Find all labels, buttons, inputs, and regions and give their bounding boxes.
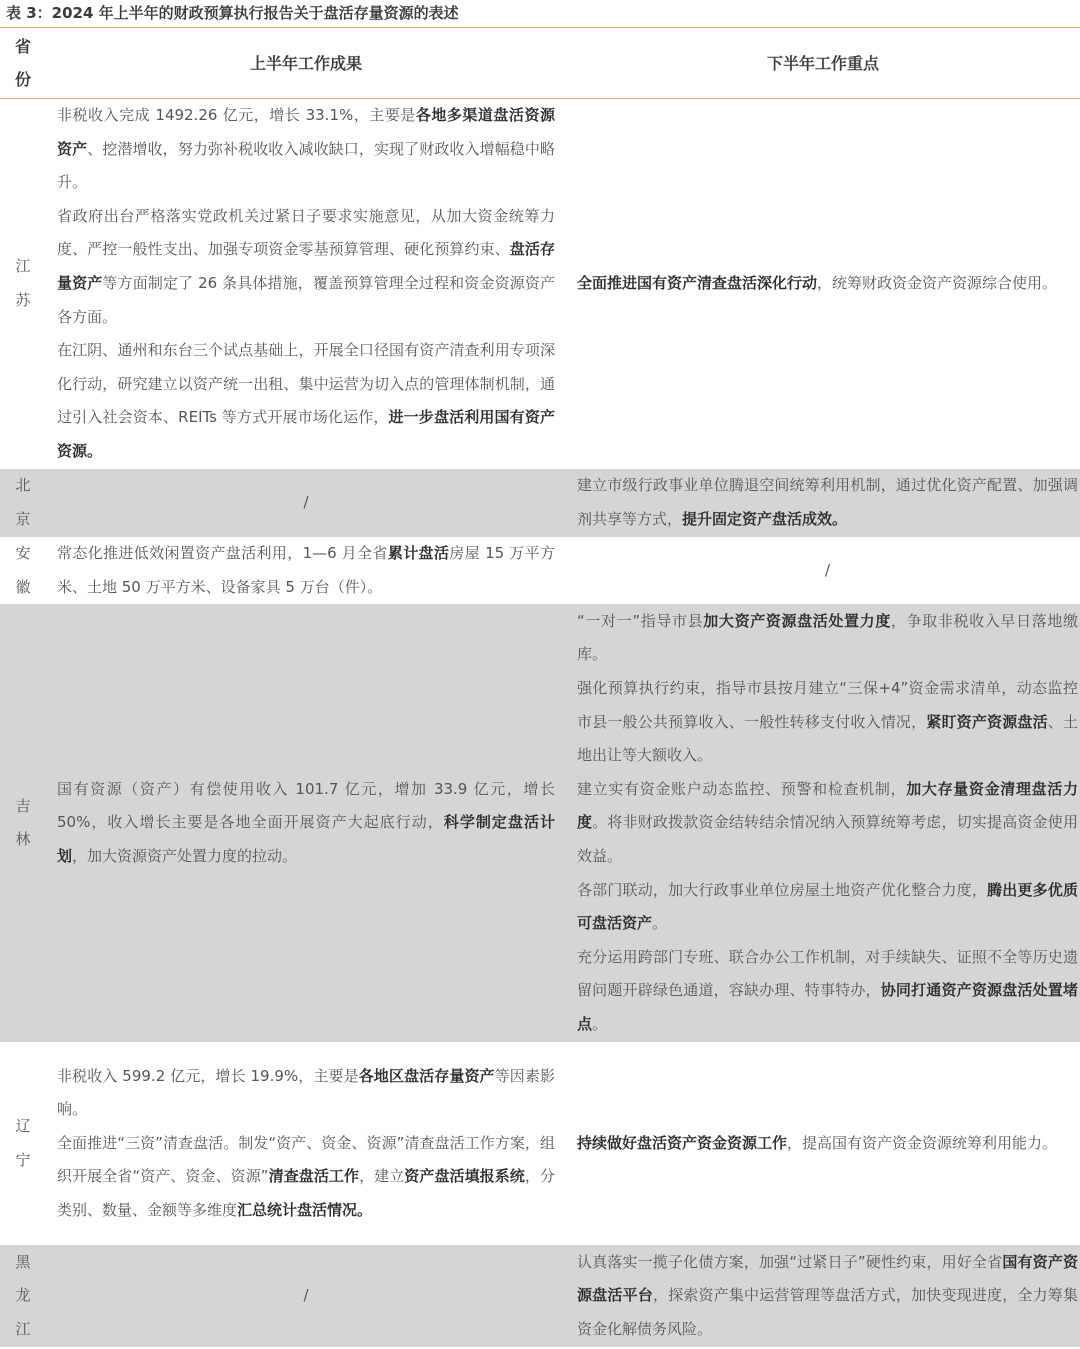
text: ，争取非税收入早日落地缴库。 (577, 611, 1078, 664)
province-cell: 吉 林 (0, 604, 46, 1042)
paragraph (577, 605, 1078, 672)
budget-table (0, 28, 1080, 1347)
text: 全面推进“三资”清查盘活。制发“资产、资金、资源”清查盘活工作方案，组织开展全省“资产、资金、资源” (57, 1133, 555, 1186)
paragraph (57, 1060, 555, 1127)
paragraph (577, 1246, 1078, 1347)
bold-text: 累计盘活 (387, 544, 450, 562)
bold-text: 汇总统计盘活情况。 (237, 1201, 373, 1220)
first-half-cell (46, 98, 566, 469)
table-row (0, 98, 1080, 469)
bold-text: 国有资产资源盘活平台 (577, 1252, 1078, 1305)
text: 建立市级行政事业单位腾退空间统筹利用机制，通过优化资产配置、加强调剂共享等方式， (577, 476, 1078, 528)
text: ，加大资源资产处置力度的拉动。 (72, 846, 298, 865)
bold-text: 加大资产资源盘活处置力度 (703, 611, 891, 630)
paragraph (57, 200, 555, 334)
table-row (0, 537, 1080, 604)
province-cell: 黑 龙 江 (0, 1245, 46, 1347)
text: ，提高国有资产资金资源统筹利用能力。 (787, 1133, 1058, 1152)
paragraph (577, 1127, 1078, 1161)
header-first-half: 上半年工作成果 (46, 28, 566, 98)
second-half-cell (566, 98, 1080, 469)
province-cell: 安 徽 (15, 544, 31, 596)
second-half-cell: / (824, 560, 831, 579)
bold-text: 科学制定盘活计划 (57, 813, 555, 865)
paragraph (577, 267, 1078, 301)
paragraph (577, 874, 1078, 941)
text: 非税收入 599.2 亿元，增长 19.9%，主要是 (57, 1066, 359, 1085)
text: 在江阴、通州和东台三个试点基础上，开展全口径国有资产清查利用专项深化行动，研究建立以资产统一出租、集中运营为切入点的管理体制机制，通过引入社会资本、REITs 等方式开展市场化运作， (57, 341, 555, 427)
text: ，探索资产集中运营管理等盘活方式，加快变现进度，全力筹集资金化解债务风险。 (577, 1286, 1078, 1338)
text: 房屋 15 万平方米、土地 50 万平方米、设备家具 5 万台（件）。 (57, 544, 555, 596)
text: 认真落实一揽子化债方案，加强“过紧日子”硬性约束，用好全省 (577, 1252, 1003, 1271)
bold-text: 腾出更多优质可盘活资产 (577, 880, 1078, 933)
text: “一对一”指导市县 (577, 611, 704, 630)
paragraph (577, 941, 1078, 1042)
paragraph (57, 773, 555, 874)
paragraph (57, 334, 555, 468)
text: 国有资源（资产）有偿使用收入 101.7 亿元，增加 33.9 亿元，增长 50%，收入增长主要是各地全面开展资产大起底行动， (57, 779, 555, 832)
paragraph (577, 773, 1078, 874)
first-half-cell (46, 537, 566, 604)
text: 。 (652, 914, 668, 933)
province-cell: 北 京 (0, 469, 46, 537)
text: ，建立 (359, 1167, 405, 1186)
bold-text: 清查盘活工作 (268, 1167, 360, 1186)
text: 。将非财政拨款资金结转结余情况纳入预算统筹考虑，切实提高资金使用效益。 (577, 813, 1078, 865)
bold-text: 资产盘活填报系统 (404, 1167, 525, 1186)
bold-text: 全面推进国有资产清查盘活深化行动 (577, 273, 818, 292)
paragraph (577, 672, 1078, 773)
bold-text: 加大存量资金清理盘活力度 (577, 779, 1078, 832)
second-half-cell (566, 1245, 1080, 1347)
text: 充分运用跨部门专班、联合办公工作机制，对手续缺失、证照不全等历史遗留问题开辟绿色通道，容缺办理、特事特办， (577, 947, 1078, 1000)
text: 。 (592, 1014, 608, 1033)
text: ，分类别、数量、金额等多维度 (57, 1167, 555, 1220)
text: 等方面制定了 26 条具体措施，覆盖预算管理全过程和资金资源资产各方面。 (57, 273, 555, 326)
text: 等因素影响。 (57, 1066, 555, 1119)
first-half-cell: / (46, 1245, 566, 1347)
text: 建立实有资金账户动态监控、预警和检查机制， (577, 779, 907, 798)
table-row (0, 469, 1080, 537)
bold-text: 各地区盘活存量资产 (358, 1066, 495, 1085)
text: 、挖潜增收，努力弥补税收收入减收缺口，实现了财政收入增幅稳中略升。 (57, 139, 555, 192)
text: 省政府出台严格落实党政机关过紧日子要求实施意见，从加大资金统筹力度、严控一般性支出、加强专项资金零基预算管理、硬化预算约束、 (57, 206, 555, 259)
second-half-cell (566, 1042, 1080, 1245)
table-caption: 表 3：2024 年上半年的财政预算执行报告关于盘活存量资源的表述 (0, 0, 1080, 28)
table-row (0, 1245, 1080, 1347)
second-half-cell (566, 469, 1080, 537)
header-second-half: 下半年工作重点 (566, 28, 1080, 98)
first-half-cell (46, 1042, 566, 1245)
province-cell: 辽 宁 (15, 1117, 31, 1169)
header-province: 省 份 (0, 28, 46, 98)
text: ，统筹财政资金资产资源综合使用。 (817, 273, 1058, 292)
text: 、土地出让等大额收入。 (577, 712, 1078, 765)
text: 强化预算执行约束，指导市县按月建立“三保+4”资金需求清单，动态监控市县一般公共预算收入、一般性转移支付收入情况， (577, 679, 1078, 731)
paragraph (57, 1127, 555, 1228)
table-header-row (0, 28, 1080, 98)
table-row (0, 1042, 1080, 1245)
text: 非税收入完成 1492.26 亿元，增长 33.1%，主要是 (57, 105, 416, 124)
province-cell: 江 苏 (15, 257, 31, 309)
bold-text: 进一步盘活利用国有资产资源。 (57, 408, 555, 460)
bold-text: 盘活存量资产 (57, 240, 555, 292)
paragraph (57, 537, 555, 604)
paragraph (57, 99, 555, 200)
second-half-cell (566, 604, 1080, 1042)
text: 常态化推进低效闲置资产盘活利用，1—6 月全省 (57, 544, 388, 562)
paragraph (577, 469, 1078, 536)
first-half-cell: / (46, 469, 566, 537)
first-half-cell (46, 604, 566, 1042)
bold-text: 各地多渠道盘活资源资产 (57, 105, 555, 158)
bold-text: 协同打通资产资源盘活处置堵点 (577, 981, 1078, 1033)
bold-text: 持续做好盘活资产资金资源工作 (577, 1133, 788, 1152)
table-row (0, 604, 1080, 1042)
bold-text: 紧盯资产资源盘活 (926, 712, 1048, 731)
bold-text: 提升固定资产盘活成效。 (682, 510, 848, 528)
text: 各部门联动，加大行政事业单位房屋土地资产优化整合力度， (577, 880, 988, 899)
